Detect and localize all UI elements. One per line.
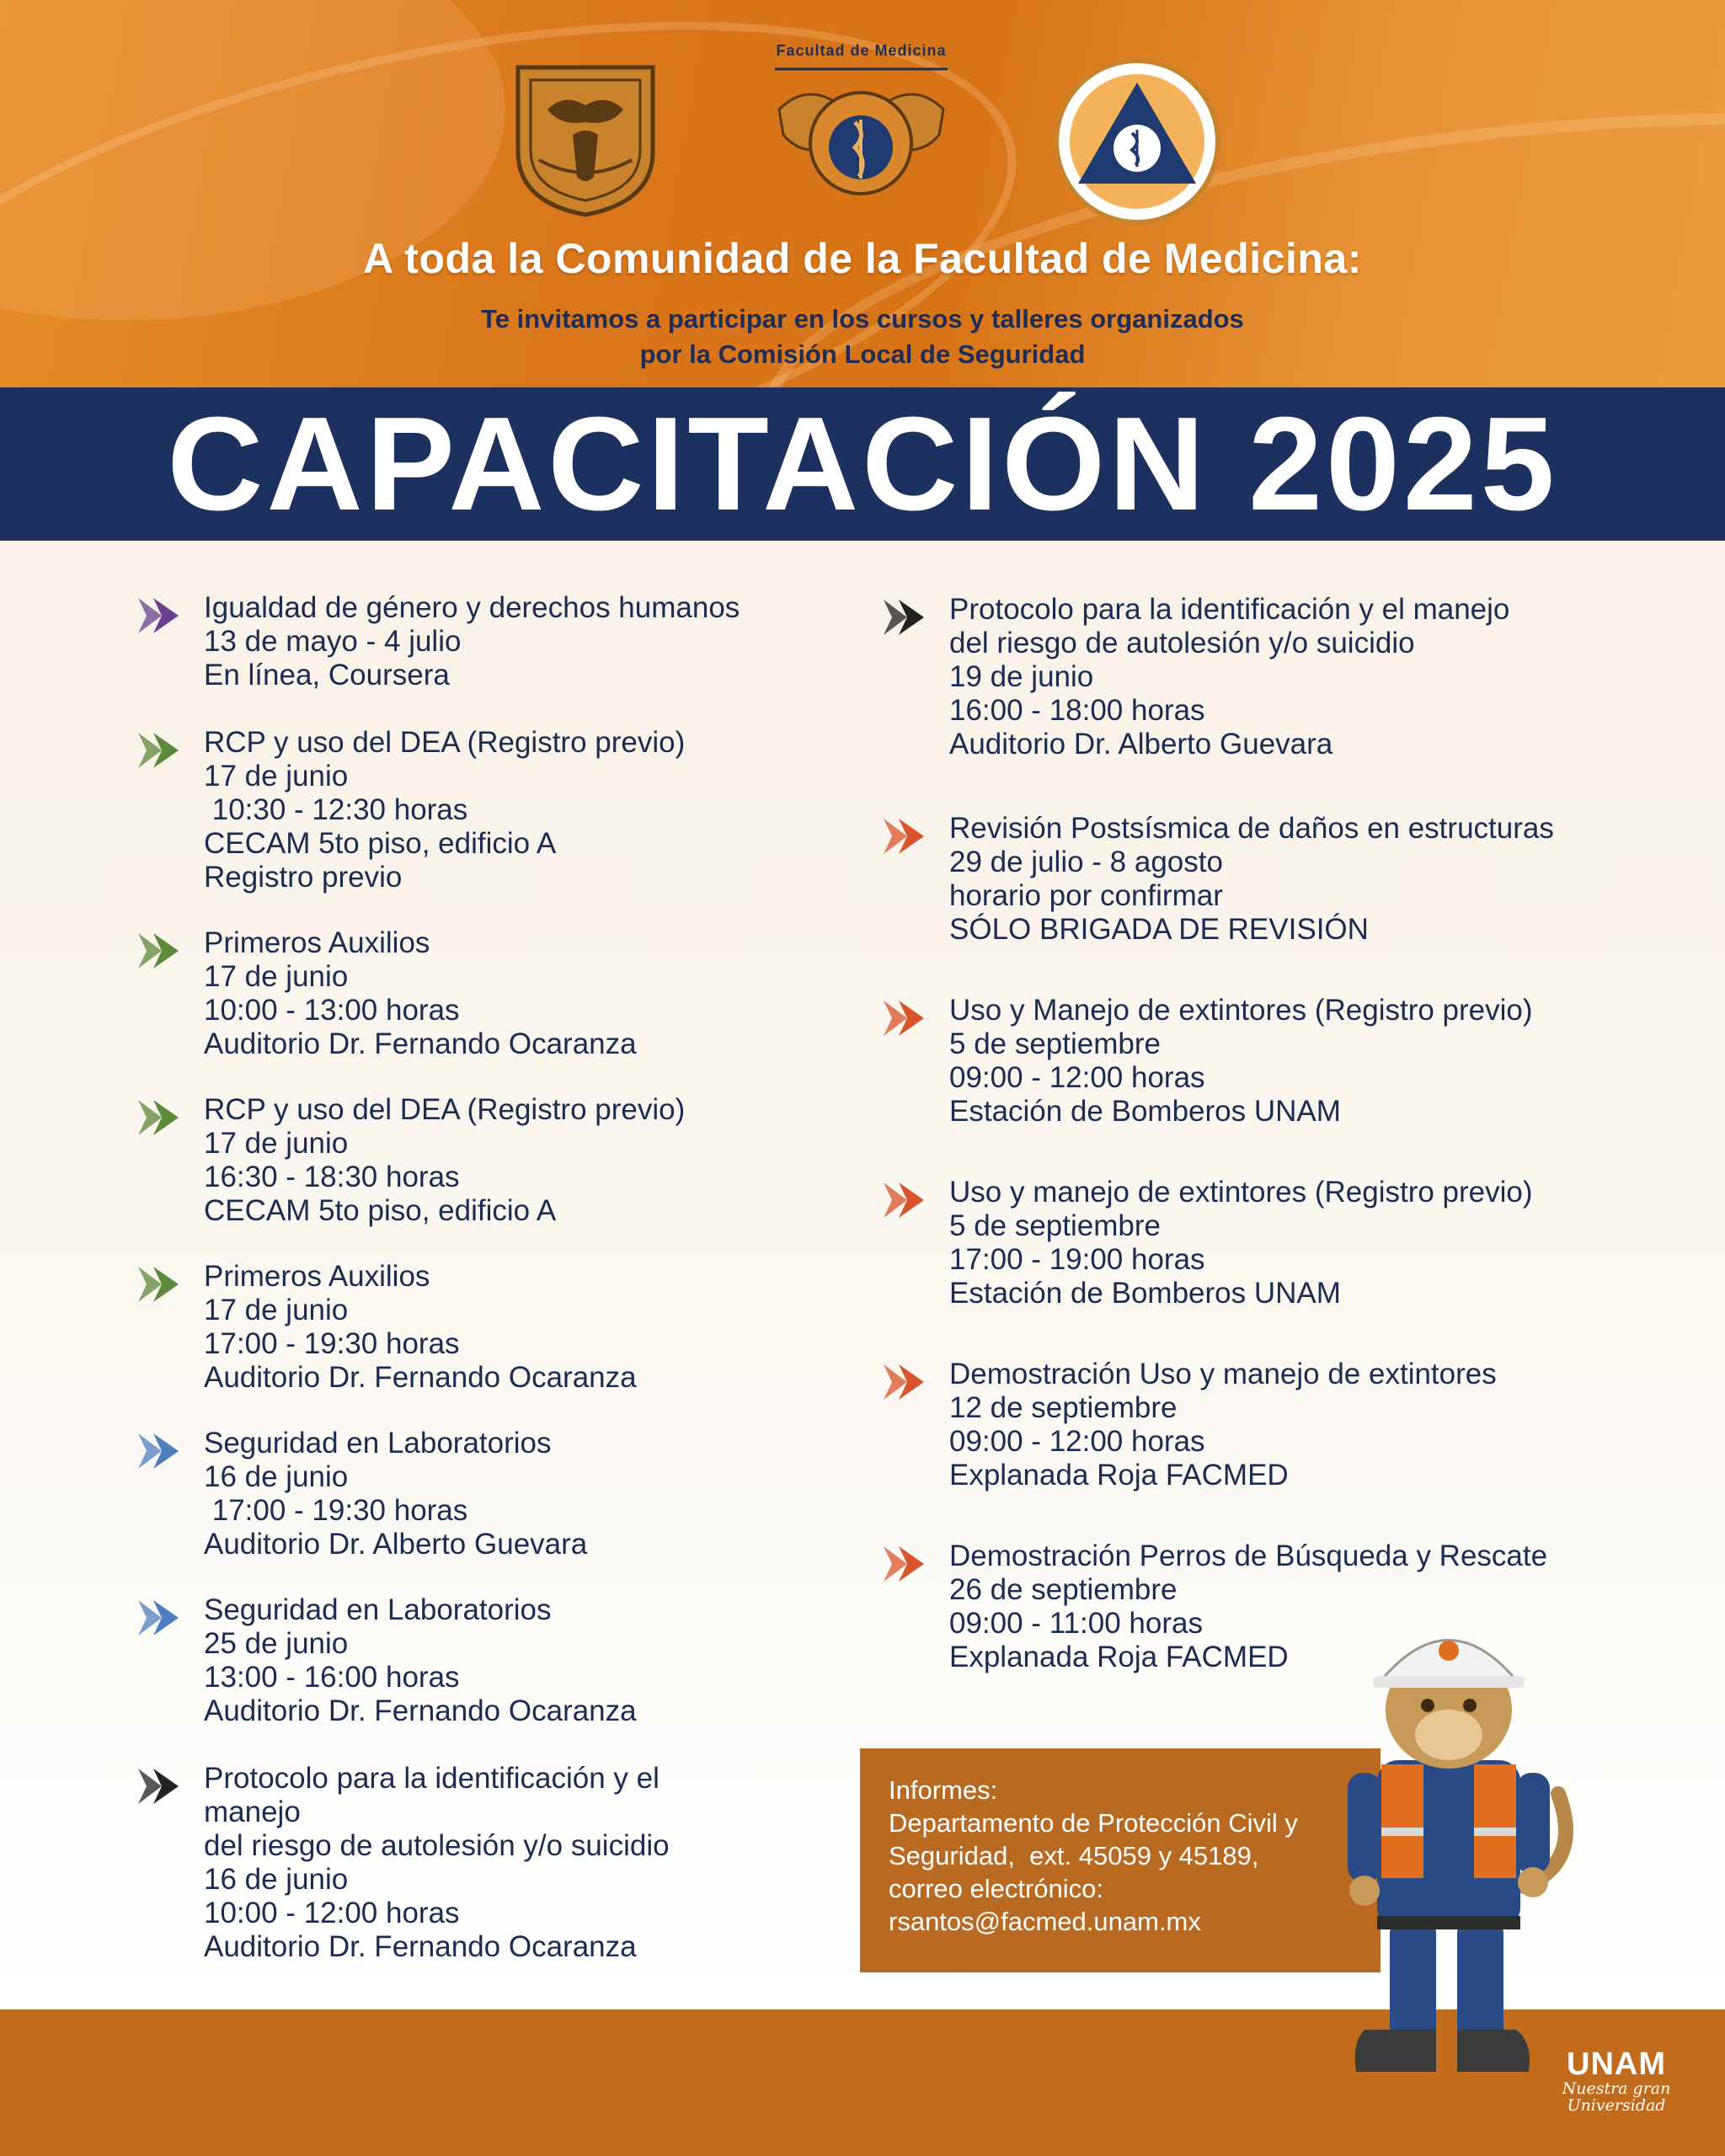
course-title: Protocolo para la identificación y el bbox=[204, 1762, 660, 1795]
course-title: Primeros Auxilios bbox=[204, 1260, 430, 1293]
course-detail-line: 10:30 - 12:30 horas bbox=[204, 793, 468, 826]
green-arrow-icon bbox=[136, 1097, 187, 1139]
green-arrow-icon bbox=[136, 729, 187, 771]
unam-tagline: Nuestra gran bbox=[1562, 2079, 1671, 2098]
course-title: RCP y uso del DEA (Registro previo) bbox=[204, 1093, 686, 1126]
course-detail-line: Auditorio Dr. Alberto Guevara bbox=[949, 728, 1333, 760]
course-detail-line: 17:00 - 19:30 horas bbox=[204, 1494, 468, 1527]
black-arrow-icon bbox=[882, 596, 932, 638]
course-item bbox=[204, 1260, 637, 1395]
info-line: Departamento de Protección Civil y bbox=[889, 1808, 1298, 1838]
course-detail-line: 16 de junio bbox=[204, 1460, 349, 1493]
course-detail-line: 5 de septiembre bbox=[949, 1209, 1161, 1242]
course-detail-line: Auditorio Dr. Fernando Ocaranza bbox=[204, 1361, 637, 1394]
course-detail-line: del riesgo de autolesión y/o suicidio bbox=[204, 1829, 670, 1862]
invitation-heading: A toda la Comunidad de la Facultad de Medicina: bbox=[363, 235, 1362, 282]
course-detail-line: Registro previo bbox=[204, 861, 403, 894]
faculty-medicine-logo bbox=[771, 42, 952, 223]
invitation-subtitle bbox=[0, 302, 1725, 372]
black-arrow-icon bbox=[136, 1765, 187, 1807]
header bbox=[0, 0, 1725, 387]
course-detail-line: 19 de junio bbox=[949, 660, 1094, 693]
page-title: CAPACITACIÓN 2025 bbox=[167, 390, 1558, 538]
course-title: Demostración Uso y manejo de extintores bbox=[949, 1358, 1497, 1390]
course-detail-line: Explanada Roja FACMED bbox=[949, 1459, 1289, 1492]
course-detail-line: Estación de Bomberos UNAM bbox=[949, 1277, 1341, 1310]
course-detail-line: 16 de junio bbox=[204, 1863, 349, 1896]
course-item bbox=[949, 593, 1509, 761]
course-details bbox=[949, 994, 1533, 1129]
course-detail-line: 29 de julio - 8 agosto bbox=[949, 846, 1223, 878]
course-item bbox=[204, 726, 685, 894]
course-details bbox=[204, 726, 685, 894]
puma-mascot-illustration bbox=[1331, 1583, 1583, 2089]
course-detail-line: 10:00 - 13:00 horas bbox=[204, 994, 460, 1027]
course-item bbox=[204, 1593, 637, 1728]
info-line: correo electrónico: bbox=[889, 1874, 1104, 1903]
blue-arrow-icon bbox=[136, 1430, 187, 1472]
course-detail-line: 16:00 - 18:00 horas bbox=[949, 694, 1205, 727]
course-details bbox=[949, 1176, 1533, 1310]
logo-row bbox=[0, 42, 1725, 223]
course-detail-line: 17 de junio bbox=[204, 960, 349, 993]
course-detail-line: 17 de junio bbox=[204, 760, 349, 792]
course-detail-line: Auditorio Dr. Fernando Ocaranza bbox=[204, 1930, 637, 1963]
course-item bbox=[204, 591, 740, 692]
course-details bbox=[949, 593, 1509, 761]
course-detail-line: CECAM 5to piso, edificio A bbox=[204, 827, 557, 860]
orange-arrow-icon bbox=[882, 997, 932, 1039]
green-arrow-icon bbox=[136, 1263, 187, 1305]
unam-shield-logo bbox=[501, 59, 670, 219]
course-detail-line: del riesgo de autolesión y/o suicidio bbox=[949, 627, 1415, 659]
faculty-caption: Facultad de Medicina bbox=[776, 42, 947, 59]
course-detail-line: 10:00 - 12:00 horas bbox=[204, 1897, 460, 1929]
info-line: Seguridad, ext. 45059 y 45189, bbox=[889, 1841, 1259, 1870]
course-detail-line: 17 de junio bbox=[204, 1127, 349, 1160]
course-title: Uso y manejo de extintores (Registro previo) bbox=[949, 1176, 1533, 1209]
purple-arrow-icon bbox=[136, 595, 187, 637]
info-line: Informes: bbox=[889, 1775, 998, 1805]
course-detail-line: 09:00 - 12:00 horas bbox=[949, 1425, 1205, 1458]
course-detail-line: Explanada Roja FACMED bbox=[949, 1641, 1289, 1673]
course-detail-line: Auditorio Dr. Fernando Ocaranza bbox=[204, 1027, 637, 1060]
course-detail-line: Estación de Bomberos UNAM bbox=[949, 1095, 1341, 1128]
course-detail-line: 09:00 - 11:00 horas bbox=[949, 1607, 1203, 1640]
course-detail-line: 16:30 - 18:30 horas bbox=[204, 1161, 460, 1193]
course-item bbox=[204, 1427, 587, 1561]
course-details bbox=[204, 1427, 587, 1561]
subtitle-line: por la Comisión Local de Seguridad bbox=[639, 339, 1086, 369]
course-detail-line: 5 de septiembre bbox=[949, 1027, 1161, 1060]
unam-brand-mark bbox=[1553, 2048, 1680, 2114]
green-arrow-icon bbox=[136, 930, 187, 972]
course-details bbox=[949, 1358, 1497, 1492]
course-details bbox=[204, 1093, 685, 1228]
contact-email-link[interactable]: rsantos@facmed.unam.mx bbox=[889, 1907, 1201, 1936]
course-detail-line: 12 de septiembre bbox=[949, 1391, 1178, 1424]
course-title: Seguridad en Laboratorios bbox=[204, 1427, 552, 1460]
course-detail-line: 25 de junio bbox=[204, 1627, 349, 1660]
course-details bbox=[204, 591, 740, 692]
course-detail-line: 17:00 - 19:30 horas bbox=[204, 1327, 460, 1360]
subtitle-line: Te invitamos a participar en los cursos y talleres organizados bbox=[481, 304, 1244, 334]
info-box bbox=[860, 1748, 1381, 1972]
course-detail-line: 13:00 - 16:00 horas bbox=[204, 1661, 460, 1694]
orange-arrow-icon bbox=[882, 1179, 932, 1221]
course-title: Uso y Manejo de extintores (Registro previo) bbox=[949, 994, 1533, 1027]
course-details bbox=[204, 1762, 670, 1964]
course-details bbox=[204, 1260, 637, 1395]
course-item bbox=[204, 926, 637, 1061]
course-detail-line: horario por confirmar bbox=[949, 879, 1223, 912]
course-details bbox=[204, 1593, 637, 1728]
course-detail-line: 17 de junio bbox=[204, 1294, 349, 1326]
course-item bbox=[204, 1762, 670, 1964]
course-details bbox=[204, 926, 637, 1061]
course-title: Protocolo para la identificación y el manejo bbox=[949, 593, 1510, 626]
orange-arrow-icon bbox=[882, 1361, 932, 1403]
course-item bbox=[949, 1176, 1533, 1310]
unam-wordmark: UNAM bbox=[1567, 2047, 1666, 2082]
course-detail-line: Auditorio Dr. Alberto Guevara bbox=[204, 1528, 588, 1561]
orange-arrow-icon bbox=[882, 1543, 932, 1585]
course-detail-line: 17:00 - 19:00 horas bbox=[949, 1243, 1205, 1276]
course-detail-line: Auditorio Dr. Fernando Ocaranza bbox=[204, 1694, 637, 1727]
course-title: Primeros Auxilios bbox=[204, 926, 430, 959]
course-detail-line: En línea, Coursera bbox=[204, 659, 450, 691]
course-details bbox=[949, 812, 1554, 947]
proteccion-civil-logo bbox=[1053, 57, 1221, 226]
course-title: Seguridad en Laboratorios bbox=[204, 1593, 552, 1626]
unam-tagline: Universidad bbox=[1567, 2096, 1666, 2115]
title-banner bbox=[0, 387, 1725, 541]
course-detail-line: 09:00 - 12:00 horas bbox=[949, 1061, 1205, 1094]
course-detail-line: 26 de septiembre bbox=[949, 1573, 1178, 1606]
course-item bbox=[949, 994, 1533, 1129]
course-item bbox=[949, 812, 1554, 947]
course-item bbox=[949, 1358, 1497, 1492]
course-item bbox=[204, 1093, 685, 1228]
course-title: Revisión Postsísmica de daños en estructuras bbox=[949, 812, 1554, 845]
orange-arrow-icon bbox=[882, 815, 932, 857]
course-detail-line: SÓLO BRIGADA DE REVISIÓN bbox=[949, 913, 1369, 946]
course-title: RCP y uso del DEA (Registro previo) bbox=[204, 726, 686, 759]
course-detail-line: 13 de mayo - 4 julio bbox=[204, 625, 462, 658]
course-title: Igualdad de género y derechos humanos bbox=[204, 591, 740, 624]
blue-arrow-icon bbox=[136, 1597, 187, 1639]
course-detail-line: manejo bbox=[204, 1796, 301, 1828]
course-title: Demostración Perros de Búsqueda y Rescate bbox=[949, 1540, 1548, 1572]
course-detail-line: CECAM 5to piso, edificio A bbox=[204, 1194, 557, 1227]
